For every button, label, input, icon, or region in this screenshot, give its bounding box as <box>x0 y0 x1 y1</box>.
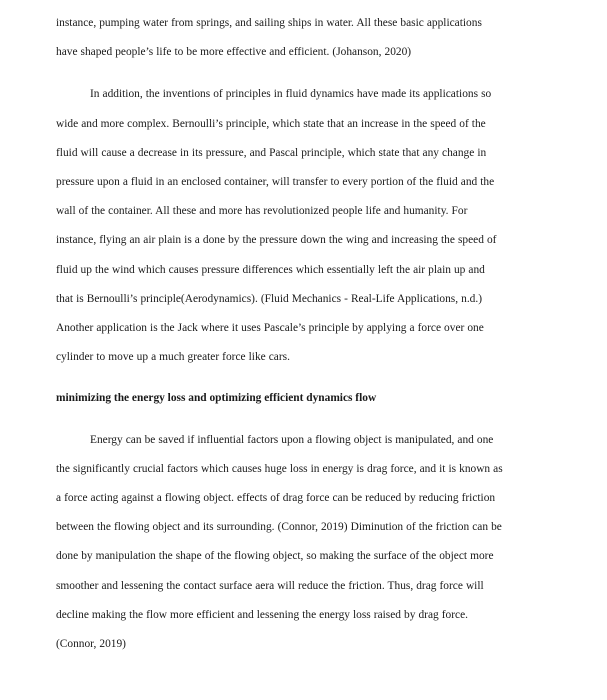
paragraph-continuation <box>56 9 561 67</box>
section-heading: minimizing the energy loss and optimizing efficient dynamics flow <box>56 392 377 405</box>
text-line: decline making the flow more efficient and lessening the energy loss raised by drag force. <box>56 608 468 621</box>
text-line: have shaped people’s life to be more effective and efficient. (Johanson, 2020) <box>56 46 412 59</box>
text-line: done by manipulation the shape of the flowing object, so making the surface of the object more <box>56 550 494 563</box>
text-line: fluid up the wind which causes pressure differences which essentially left the air plain up and <box>56 263 485 276</box>
text-line: (Connor, 2019) <box>56 638 126 651</box>
text-line: In addition, the inventions of principles in fluid dynamics have made its applications so <box>90 88 492 101</box>
paragraph-fluid-principles <box>56 80 561 372</box>
text-line: wide and more complex. Bernoulli’s principle, which state that an increase in the speed of the <box>56 117 486 130</box>
text-line: instance, pumping water from springs, and sailing ships in water. All these basic applications <box>56 17 482 29</box>
text-line: cylinder to move up a much greater force like cars. <box>56 351 290 364</box>
text-line: instance, flying an air plain is a done by the pressure down the wing and increasing the speed of <box>56 234 497 247</box>
text-line: Another application is the Jack where it uses Pascale’s principle by applying a force over one <box>56 322 484 335</box>
text-line: smoother and lessening the contact surface aera will reduce the friction. Thus, drag force will <box>56 579 484 592</box>
text-line: that is Bernoulli’s principle(Aerodynamics). (Fluid Mechanics - Real-Life Applications, n.d.) <box>56 292 482 305</box>
text-line: pressure upon a fluid in an enclosed container, will transfer to every portion of the fluid and the <box>56 176 495 189</box>
text-line: Energy can be saved if influential factors upon a flowing object is manipulated, and one <box>90 433 494 446</box>
text-line: a force acting against a flowing object. effects of drag force can be reduced by reducing friction <box>56 492 496 505</box>
text-line: wall of the container. All these and more has revolutionized people life and humanity. For <box>56 205 468 218</box>
text-line: between the flowing object and its surrounding. (Connor, 2019) Diminution of the friction can be <box>56 521 502 534</box>
paragraph-energy-loss <box>56 426 561 660</box>
text-line: the significantly crucial factors which causes huge loss in energy is drag force, and it is known as <box>56 462 503 475</box>
text-line: fluid will cause a decrease in its pressure, and Pascal principle, which state that any change in <box>56 146 487 159</box>
